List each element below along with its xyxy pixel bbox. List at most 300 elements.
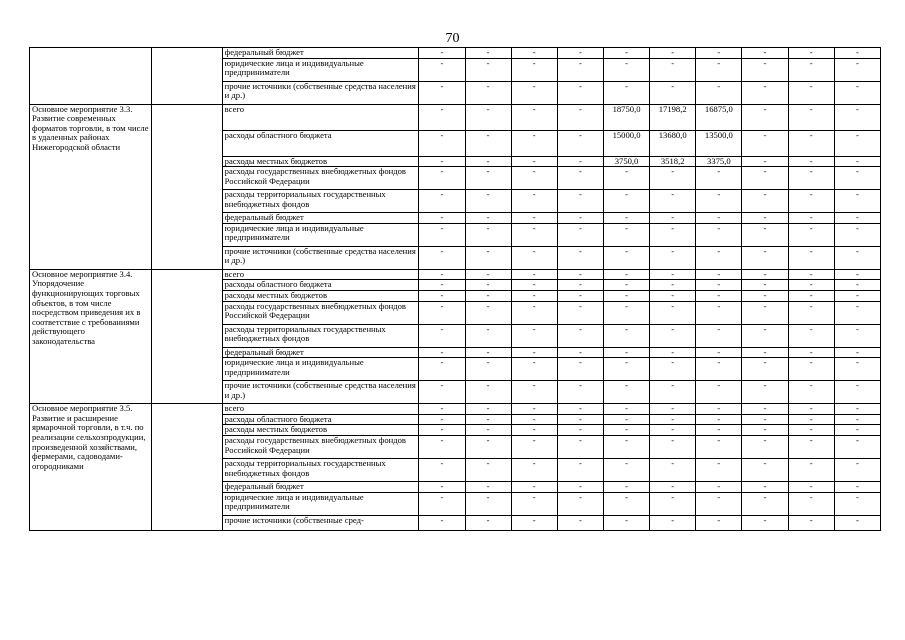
value-cell: -: [650, 481, 696, 492]
value-cell: -: [419, 246, 465, 269]
funding-source: всего: [222, 104, 419, 130]
value-cell: -: [834, 290, 880, 301]
value-cell: -: [788, 481, 834, 492]
value-cell: -: [650, 167, 696, 190]
value-cell: -: [834, 425, 880, 436]
value-cell: -: [511, 515, 557, 530]
value-cell: 3518,2: [650, 156, 696, 167]
value-cell: -: [696, 81, 742, 104]
value-cell: -: [834, 48, 880, 59]
value-cell: -: [696, 425, 742, 436]
value-cell: -: [742, 223, 788, 246]
value-cell: -: [742, 167, 788, 190]
value-cell: -: [465, 414, 511, 425]
funding-source: расходы государственных внебюджетных фондов Российской Федерации: [222, 435, 419, 458]
executor-cell: [152, 104, 222, 269]
value-cell: -: [603, 246, 649, 269]
value-cell: -: [465, 425, 511, 436]
value-cell: -: [419, 324, 465, 347]
funding-source: расходы местных бюджетов: [222, 290, 419, 301]
value-cell: -: [696, 213, 742, 224]
value-cell: -: [650, 347, 696, 358]
value-cell: -: [650, 280, 696, 291]
funding-source: расходы местных бюджетов: [222, 156, 419, 167]
funding-source: федеральный бюджет: [222, 347, 419, 358]
value-cell: -: [696, 301, 742, 324]
value-cell: -: [834, 58, 880, 81]
value-cell: -: [603, 167, 649, 190]
value-cell: -: [742, 104, 788, 130]
value-cell: -: [650, 425, 696, 436]
value-cell: -: [834, 156, 880, 167]
value-cell: -: [603, 301, 649, 324]
value-cell: -: [557, 290, 603, 301]
value-cell: -: [603, 48, 649, 59]
value-cell: -: [419, 435, 465, 458]
value-cell: -: [419, 213, 465, 224]
value-cell: -: [742, 269, 788, 280]
page-number: 70: [445, 31, 460, 46]
value-cell: -: [788, 81, 834, 104]
value-cell: -: [834, 515, 880, 530]
value-cell: -: [557, 301, 603, 324]
value-cell: -: [419, 290, 465, 301]
value-cell: -: [696, 223, 742, 246]
value-cell: -: [511, 458, 557, 481]
value-cell: -: [419, 358, 465, 381]
value-cell: -: [419, 269, 465, 280]
value-cell: -: [511, 104, 557, 130]
value-cell: 13500,0: [696, 130, 742, 156]
value-cell: -: [788, 167, 834, 190]
value-cell: -: [696, 280, 742, 291]
value-cell: -: [834, 301, 880, 324]
value-cell: -: [511, 414, 557, 425]
value-cell: -: [557, 190, 603, 213]
value-cell: -: [834, 492, 880, 515]
funding-source: расходы областного бюджета: [222, 414, 419, 425]
value-cell: -: [696, 167, 742, 190]
value-cell: -: [419, 425, 465, 436]
value-cell: -: [419, 515, 465, 530]
value-cell: -: [650, 324, 696, 347]
funding-source: федеральный бюджет: [222, 48, 419, 59]
value-cell: -: [557, 81, 603, 104]
value-cell: -: [419, 381, 465, 404]
value-cell: -: [419, 492, 465, 515]
value-cell: -: [511, 492, 557, 515]
funding-source: всего: [222, 269, 419, 280]
value-cell: -: [603, 404, 649, 415]
value-cell: -: [650, 290, 696, 301]
value-cell: -: [650, 492, 696, 515]
value-cell: -: [511, 156, 557, 167]
measure-title: Основное мероприятие 3.3. Развитие современных форматов торговли, в том числе в удаленных районах Нижегородской области: [30, 104, 152, 269]
value-cell: -: [511, 167, 557, 190]
value-cell: -: [419, 404, 465, 415]
value-cell: -: [650, 48, 696, 59]
value-cell: -: [603, 481, 649, 492]
funding-source: юридические лица и индивидуальные предприниматели: [222, 358, 419, 381]
funding-source: юридические лица и индивидуальные предприниматели: [222, 223, 419, 246]
value-cell: -: [603, 358, 649, 381]
value-cell: -: [696, 515, 742, 530]
value-cell: -: [557, 280, 603, 291]
value-cell: -: [696, 269, 742, 280]
value-cell: -: [834, 458, 880, 481]
value-cell: -: [511, 223, 557, 246]
value-cell: -: [511, 213, 557, 224]
value-cell: -: [788, 290, 834, 301]
value-cell: -: [696, 290, 742, 301]
value-cell: -: [788, 515, 834, 530]
value-cell: -: [742, 381, 788, 404]
value-cell: -: [788, 358, 834, 381]
value-cell: -: [511, 347, 557, 358]
value-cell: -: [788, 58, 834, 81]
value-cell: -: [557, 58, 603, 81]
value-cell: -: [742, 515, 788, 530]
value-cell: -: [696, 358, 742, 381]
funding-source: прочие источники (собственные средства населения и др.): [222, 81, 419, 104]
value-cell: -: [834, 358, 880, 381]
value-cell: -: [742, 130, 788, 156]
value-cell: -: [603, 458, 649, 481]
value-cell: -: [419, 280, 465, 291]
value-cell: -: [742, 414, 788, 425]
value-cell: -: [511, 81, 557, 104]
value-cell: -: [603, 280, 649, 291]
value-cell: -: [419, 48, 465, 59]
value-cell: -: [465, 130, 511, 156]
value-cell: -: [742, 301, 788, 324]
value-cell: -: [696, 58, 742, 81]
measure-title: Основное мероприятие 3.5. Развитие и расширение ярмарочной торговли, в т.ч. по реализации сельхозпродукции, произведенной хозяйствами, фермерами, садоводами-огородниками: [30, 404, 152, 530]
value-cell: -: [419, 301, 465, 324]
value-cell: -: [650, 190, 696, 213]
value-cell: -: [511, 130, 557, 156]
value-cell: -: [557, 381, 603, 404]
value-cell: -: [650, 404, 696, 415]
value-cell: -: [465, 156, 511, 167]
value-cell: -: [511, 481, 557, 492]
executor-cell: [152, 48, 222, 105]
value-cell: -: [788, 425, 834, 436]
value-cell: -: [650, 213, 696, 224]
value-cell: -: [419, 156, 465, 167]
value-cell: -: [834, 223, 880, 246]
value-cell: -: [511, 280, 557, 291]
table-row: [30, 269, 881, 280]
value-cell: -: [419, 190, 465, 213]
value-cell: -: [419, 414, 465, 425]
value-cell: -: [696, 414, 742, 425]
value-cell: -: [465, 58, 511, 81]
funding-source: расходы областного бюджета: [222, 130, 419, 156]
value-cell: -: [419, 481, 465, 492]
value-cell: -: [788, 246, 834, 269]
value-cell: -: [603, 190, 649, 213]
value-cell: -: [603, 290, 649, 301]
value-cell: -: [603, 223, 649, 246]
value-cell: -: [742, 280, 788, 291]
value-cell: -: [419, 458, 465, 481]
value-cell: -: [650, 301, 696, 324]
funding-source: расходы территориальных государственных внебюджетных фондов: [222, 458, 419, 481]
value-cell: -: [696, 481, 742, 492]
value-cell: -: [557, 213, 603, 224]
value-cell: -: [696, 48, 742, 59]
value-cell: -: [557, 481, 603, 492]
value-cell: -: [650, 458, 696, 481]
value-cell: -: [557, 167, 603, 190]
value-cell: -: [788, 492, 834, 515]
value-cell: -: [465, 246, 511, 269]
value-cell: -: [742, 156, 788, 167]
value-cell: 13680,0: [650, 130, 696, 156]
funding-source: прочие источники (собственные сред-: [222, 515, 419, 530]
value-cell: -: [696, 324, 742, 347]
funding-source: юридические лица и индивидуальные предприниматели: [222, 58, 419, 81]
value-cell: -: [465, 104, 511, 130]
value-cell: -: [419, 347, 465, 358]
value-cell: -: [788, 48, 834, 59]
value-cell: -: [696, 246, 742, 269]
value-cell: -: [742, 324, 788, 347]
value-cell: -: [788, 269, 834, 280]
value-cell: -: [603, 425, 649, 436]
value-cell: -: [834, 404, 880, 415]
value-cell: -: [742, 404, 788, 415]
value-cell: -: [465, 458, 511, 481]
value-cell: -: [465, 381, 511, 404]
value-cell: -: [650, 246, 696, 269]
value-cell: 18750,0: [603, 104, 649, 130]
value-cell: -: [557, 104, 603, 130]
value-cell: -: [465, 81, 511, 104]
value-cell: -: [465, 213, 511, 224]
value-cell: -: [603, 58, 649, 81]
value-cell: -: [650, 223, 696, 246]
value-cell: -: [557, 414, 603, 425]
value-cell: -: [788, 347, 834, 358]
value-cell: -: [834, 104, 880, 130]
value-cell: -: [465, 358, 511, 381]
value-cell: -: [557, 48, 603, 59]
executor-cell: [152, 269, 222, 403]
value-cell: -: [603, 435, 649, 458]
value-cell: -: [511, 404, 557, 415]
funding-source: расходы территориальных государственных внебюджетных фондов: [222, 324, 419, 347]
value-cell: -: [742, 246, 788, 269]
value-cell: -: [696, 190, 742, 213]
value-cell: -: [465, 280, 511, 291]
value-cell: -: [557, 130, 603, 156]
value-cell: -: [557, 358, 603, 381]
value-cell: -: [650, 269, 696, 280]
value-cell: -: [557, 492, 603, 515]
value-cell: -: [650, 435, 696, 458]
table-row: [30, 48, 881, 59]
executor-cell: [152, 404, 222, 530]
value-cell: -: [742, 425, 788, 436]
value-cell: -: [834, 269, 880, 280]
value-cell: -: [696, 458, 742, 481]
value-cell: -: [465, 481, 511, 492]
value-cell: -: [834, 481, 880, 492]
value-cell: -: [834, 81, 880, 104]
value-cell: -: [788, 458, 834, 481]
value-cell: -: [834, 347, 880, 358]
value-cell: -: [834, 213, 880, 224]
value-cell: -: [788, 156, 834, 167]
value-cell: -: [511, 425, 557, 436]
value-cell: -: [788, 213, 834, 224]
value-cell: -: [788, 381, 834, 404]
value-cell: -: [465, 167, 511, 190]
value-cell: -: [511, 190, 557, 213]
value-cell: -: [557, 515, 603, 530]
value-cell: -: [511, 246, 557, 269]
value-cell: -: [742, 58, 788, 81]
value-cell: -: [603, 347, 649, 358]
value-cell: -: [650, 358, 696, 381]
value-cell: -: [603, 381, 649, 404]
funding-source: расходы областного бюджета: [222, 280, 419, 291]
value-cell: -: [788, 104, 834, 130]
value-cell: -: [696, 347, 742, 358]
value-cell: -: [650, 81, 696, 104]
value-cell: -: [788, 435, 834, 458]
value-cell: -: [742, 435, 788, 458]
value-cell: -: [603, 213, 649, 224]
funding-source: расходы местных бюджетов: [222, 425, 419, 436]
value-cell: -: [696, 492, 742, 515]
value-cell: -: [465, 301, 511, 324]
value-cell: -: [834, 246, 880, 269]
value-cell: -: [419, 104, 465, 130]
value-cell: -: [511, 324, 557, 347]
value-cell: -: [603, 81, 649, 104]
value-cell: -: [419, 81, 465, 104]
value-cell: -: [511, 290, 557, 301]
value-cell: 15000,0: [603, 130, 649, 156]
value-cell: -: [557, 156, 603, 167]
value-cell: -: [788, 223, 834, 246]
value-cell: -: [557, 223, 603, 246]
value-cell: -: [603, 269, 649, 280]
value-cell: -: [834, 381, 880, 404]
funding-source: прочие источники (собственные средства населения и др.): [222, 246, 419, 269]
value-cell: -: [742, 347, 788, 358]
value-cell: -: [742, 190, 788, 213]
value-cell: -: [465, 515, 511, 530]
value-cell: -: [557, 347, 603, 358]
value-cell: -: [696, 404, 742, 415]
value-cell: -: [742, 213, 788, 224]
funding-source: федеральный бюджет: [222, 481, 419, 492]
value-cell: -: [511, 48, 557, 59]
value-cell: -: [511, 381, 557, 404]
value-cell: -: [834, 280, 880, 291]
value-cell: -: [742, 48, 788, 59]
value-cell: -: [834, 435, 880, 458]
table-row: [30, 404, 881, 415]
value-cell: -: [603, 515, 649, 530]
value-cell: -: [834, 190, 880, 213]
value-cell: -: [419, 167, 465, 190]
value-cell: -: [465, 347, 511, 358]
value-cell: -: [696, 381, 742, 404]
value-cell: -: [603, 324, 649, 347]
value-cell: -: [788, 130, 834, 156]
value-cell: -: [788, 301, 834, 324]
value-cell: -: [788, 324, 834, 347]
value-cell: -: [603, 414, 649, 425]
value-cell: -: [742, 358, 788, 381]
value-cell: -: [557, 435, 603, 458]
value-cell: -: [742, 81, 788, 104]
table-body: [30, 48, 881, 531]
value-cell: -: [834, 130, 880, 156]
value-cell: -: [834, 324, 880, 347]
value-cell: -: [742, 290, 788, 301]
value-cell: -: [650, 414, 696, 425]
value-cell: -: [557, 425, 603, 436]
value-cell: -: [788, 404, 834, 415]
table-row: [30, 104, 881, 130]
value-cell: -: [511, 358, 557, 381]
value-cell: -: [788, 190, 834, 213]
value-cell: -: [557, 404, 603, 415]
value-cell: -: [603, 492, 649, 515]
value-cell: -: [465, 190, 511, 213]
funding-source: федеральный бюджет: [222, 213, 419, 224]
measure-title: [30, 48, 152, 105]
value-cell: 3750,0: [603, 156, 649, 167]
value-cell: -: [650, 381, 696, 404]
funding-source: расходы государственных внебюджетных фондов Российской Федерации: [222, 167, 419, 190]
value-cell: 16875,0: [696, 104, 742, 130]
value-cell: -: [419, 58, 465, 81]
value-cell: -: [419, 130, 465, 156]
value-cell: -: [557, 269, 603, 280]
value-cell: -: [465, 269, 511, 280]
value-cell: -: [465, 223, 511, 246]
value-cell: -: [465, 492, 511, 515]
measure-title: Основное мероприятие 3.4. Упорядочение функционирующих торговых объектов, в том числе посредством приведения их в соответствие с требованиями действующего законодательства: [30, 269, 152, 403]
value-cell: -: [465, 48, 511, 59]
value-cell: -: [511, 269, 557, 280]
value-cell: -: [511, 435, 557, 458]
value-cell: -: [465, 435, 511, 458]
value-cell: -: [834, 414, 880, 425]
value-cell: 17198,2: [650, 104, 696, 130]
value-cell: -: [465, 404, 511, 415]
value-cell: -: [834, 167, 880, 190]
value-cell: -: [511, 301, 557, 324]
funding-source: юридические лица и индивидуальные предприниматели: [222, 492, 419, 515]
value-cell: -: [696, 435, 742, 458]
value-cell: -: [742, 458, 788, 481]
funding-source: расходы государственных внебюджетных фондов Российской Федерации: [222, 301, 419, 324]
value-cell: -: [557, 246, 603, 269]
funding-source: прочие источники (собственные средства населения и др.): [222, 381, 419, 404]
funding-source: расходы территориальных государственных внебюджетных фондов: [222, 190, 419, 213]
value-cell: 3375,0: [696, 156, 742, 167]
value-cell: -: [788, 414, 834, 425]
value-cell: -: [511, 58, 557, 81]
